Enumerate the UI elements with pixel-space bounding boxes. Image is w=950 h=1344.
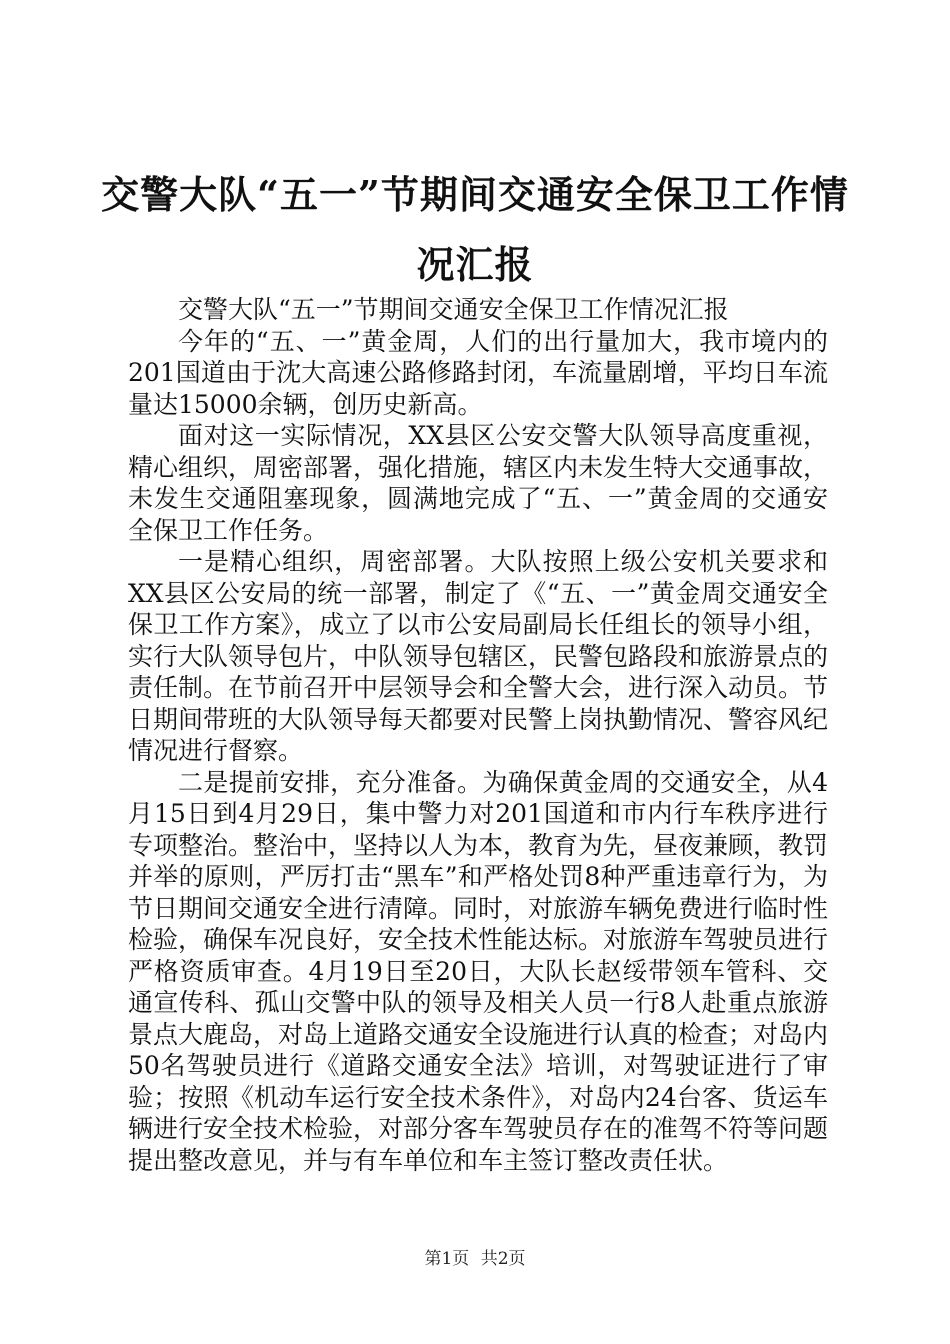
document-title: 交警大队“五一”节期间交通安全保卫工作情况汇报 (101, 172, 849, 287)
paragraph-point-one: 一是精心组织，周密部署。大队按照上级公安机关要求和XX县区公安局的统一部署，制定了《“五、一”黄金周交通安全保卫工作方案》，成立了以市公安局副局长任组长的领导小组，实行大队领导包片，中队领导包辖区，民警包路段和旅游景点的责任制。在节前召开中层领导会和全警大会，进行深入动员。节日期间带班的大队领导每天都要对民警上岗执勤情况、警容风纪情况进行督察。 (128, 547, 829, 765)
document-body (128, 294, 828, 1176)
paragraph-intro: 今年的“五、一”黄金周，人们的出行量加大，我市境内的201国道由于沈大高速公路修路封闭，车流量剧增，平均日车流量达15000余辆，创历史新高。 (128, 326, 828, 419)
page-footer (0, 1244, 950, 1269)
page-number-current: 第1页 (424, 1249, 470, 1269)
paragraph-overview: 面对这一实际情况，XX县区公安交警大队领导高度重视，精心组织，周密部署，强化措施，辖区内未发生特大交通事故，未发生交通阻塞现象，圆满地完成了“五、一”黄金周的交通安全保卫工作任务。 (128, 421, 829, 545)
paragraph-heading-repeat: 交警大队“五一”节期间交通安全保卫工作情况汇报 (178, 295, 729, 324)
paragraph-point-two: 二是提前安排，充分准备。为确保黄金周的交通安全，从4月15日到4月29日，集中警力对201国道和市内行车秩序进行专项整治。整治中，坚持以人为本，教育为先，昼夜兼顾，教罚并举的原则，严厉打击“黑车”和严格处罚8种严重违章行为，为节日期间交通安全进行清障。同时，对旅游车辆免费进行临时性检验，确保车况良好，安全技术性能达标。对旅游车驾驶员进行严格资质审查。4月19日至20日，大队长赵绥带领车管科、交通宣传科、孤山交警中队的领导及相关人员一行8人赴重点旅游景点大鹿岛，对岛上道路交通安全设施进行认真的检查；对岛内50名驾驶员进行《道路交通安全法》培训，对驾驶证进行了审验；按照《机动车运行安全技术条件》，对岛内24台客、货运车辆进行安全技术检验，对部分客车驾驶员存在的准驾不符等问题提出整改意见，并与有车单位和车主签订整改责任状。 (128, 767, 829, 1175)
page-number-total: 共2页 (480, 1249, 526, 1269)
